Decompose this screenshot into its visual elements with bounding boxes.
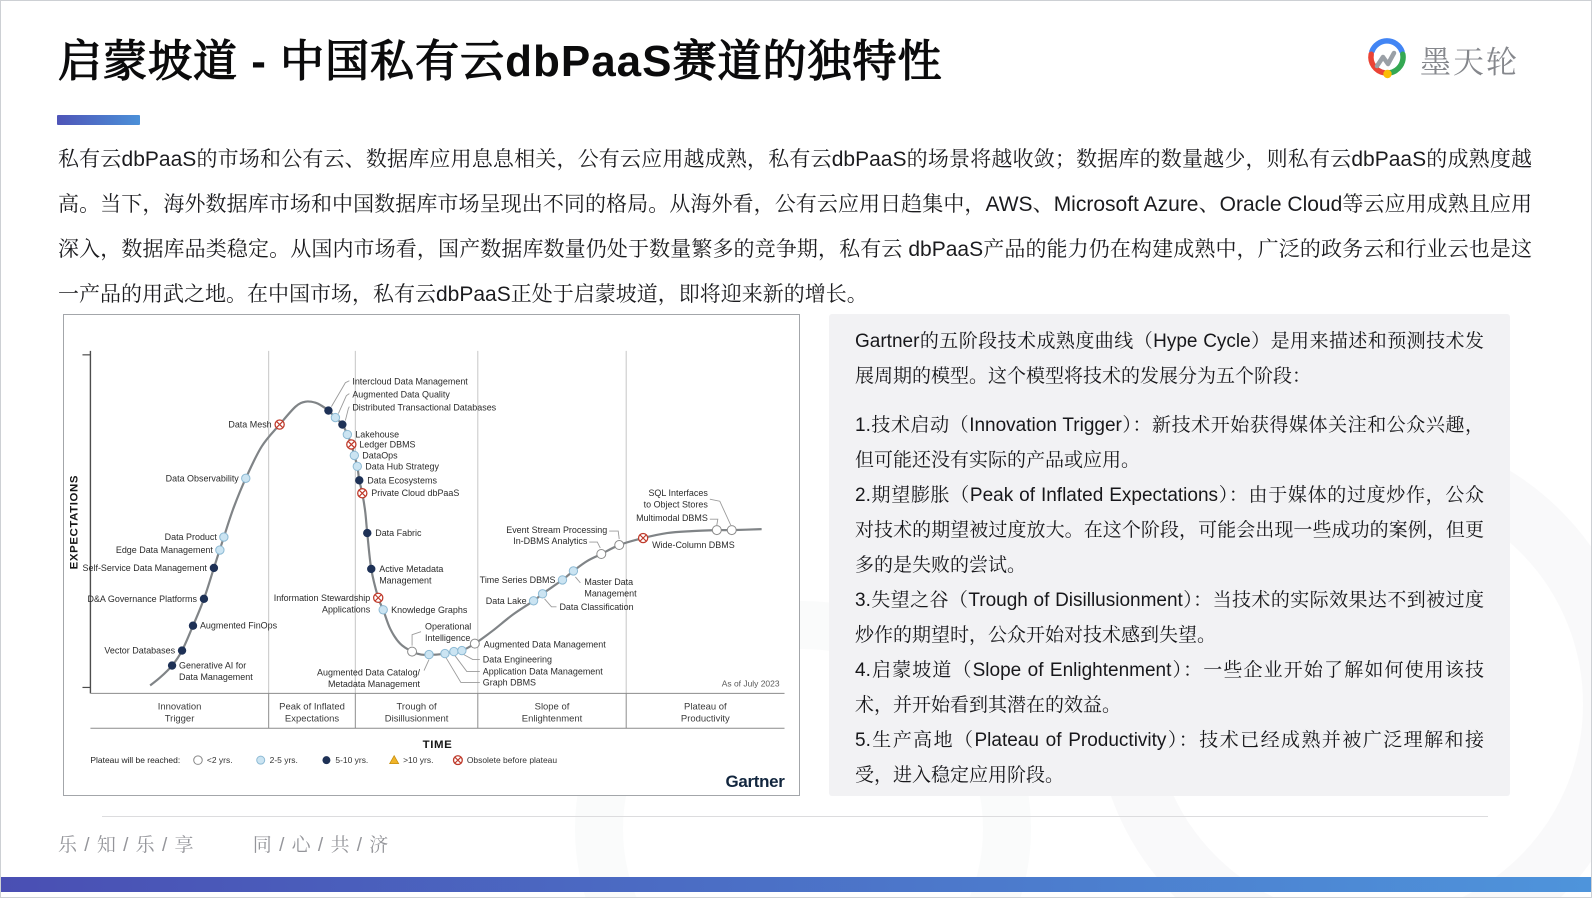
phase-label: Enlightenment <box>521 713 583 725</box>
point-edge-data-management <box>116 545 224 555</box>
phase-label: Plateau of <box>684 701 727 713</box>
leader-line <box>345 407 349 421</box>
point-active-metadata <box>367 564 443 585</box>
point-label: Management <box>379 575 432 586</box>
point-label: Multimodal DBMS <box>636 513 708 524</box>
marker-5-10yrs <box>322 756 330 764</box>
point-knowledge-graphs <box>379 605 468 615</box>
point-data-product <box>165 532 228 542</box>
point-label: Data Fabric <box>375 528 422 539</box>
marker-lt2yrs <box>615 541 624 550</box>
point-data-observability <box>166 473 250 483</box>
marker-2-5yrs <box>353 462 361 470</box>
point-label: Augmented FinOps <box>199 620 278 631</box>
point-label: Knowledge Graphs <box>391 604 468 615</box>
as-of-date: As of July 2023 <box>721 678 780 689</box>
point-label: Data Ecosystems <box>367 475 437 486</box>
legend-item-label: >10 yrs. <box>403 755 434 766</box>
marker-5-10yrs <box>363 529 371 537</box>
point-data-ecosystems <box>355 475 437 485</box>
brand-logo <box>1363 35 1519 83</box>
point-label: SQL Interfaces <box>648 488 708 499</box>
marker-lt2yrs <box>712 526 721 535</box>
marker-2-5yrs <box>331 413 339 421</box>
point-label: Master Data <box>584 576 634 587</box>
point-ledger-dbms <box>347 439 416 449</box>
marker-2-5yrs <box>569 567 577 575</box>
page-title: 启蒙坡道 - 中国私有云dbPaaS赛道的独特性 <box>58 37 943 86</box>
point-label: Time Series DBMS <box>479 574 556 585</box>
hype-stage-paragraph: 4.启蒙坡道（Slope of Enlightenment）：一些企业开始了解如何使用该技术，并开始看到其潜在的效益。 <box>855 660 1484 716</box>
footer-slogan-right: 同 / 心 / 共 / 济 <box>252 835 390 856</box>
point-label: Graph DBMS <box>482 677 537 688</box>
point-label: Distributed Transactional Databases <box>352 402 497 413</box>
intro-paragraph: 私有云dbPaaS的市场和公有云、数据库应用息息相关，公有云应用越成熟，私有云dbPaaS的场景将越收敛；数据库的数量越少，则私有云dbPaaS的成熟度越高。当下，海外数据库市场和中国数据库市场呈现出不同的格局。从海外看，公有云应用日趋集中，AWS、Microsoft Azure、Oracle Cloud等云应用成熟且应用深入，数据库品类稳定。从国内市场看，国产数据库数量仍处于数量繁多的竞争期，私有云 dbPaaS产品的能力仍在构建成熟中，广泛的政务云和行业云也是这一产品的用武之地。在中国市场，私有云dbPaaS正处于启蒙坡道，即将迎来新的增长。 <box>58 148 1532 306</box>
leader-line <box>331 381 349 407</box>
marker-5-10yrs <box>324 406 332 414</box>
point-augmented-data-management <box>470 639 606 649</box>
footer-divider <box>102 816 1488 817</box>
legend-item-label: <2 yrs. <box>206 755 233 766</box>
point-label: Wide-Column DBMS <box>652 540 735 551</box>
x-axis-label: TIME <box>422 739 453 752</box>
leader-line <box>710 519 718 525</box>
leader-line <box>710 499 731 525</box>
point-label: Vector Databases <box>104 645 176 656</box>
point-generative-ai-for <box>168 661 253 682</box>
leader-line <box>455 656 480 672</box>
point-master-data <box>569 567 637 599</box>
marker-2-5yrs <box>450 647 458 655</box>
point-private-cloud-dbpaas <box>358 488 460 498</box>
marker-2-5yrs <box>216 546 224 554</box>
point-label: Data Product <box>164 532 217 543</box>
point-label: Data Engineering <box>482 654 552 665</box>
point-self-service-data-management <box>83 563 219 573</box>
marker-2-5yrs <box>558 576 566 584</box>
y-axis-label: EXPECTATIONS <box>68 474 81 570</box>
point-label: Active Metadata <box>379 563 444 574</box>
leader-line <box>575 577 580 583</box>
point-label: Event Stream Processing <box>506 525 608 536</box>
point-label: Lakehouse <box>355 429 400 440</box>
bottom-gradient-bar <box>1 877 1591 892</box>
point-vector-databases <box>104 646 186 656</box>
point-augmented-data-catalog <box>317 650 433 689</box>
phase-label: Innovation <box>157 701 202 713</box>
brand-logo-icon <box>1363 35 1411 83</box>
point-label: Augmented Data Management <box>483 639 606 650</box>
phase-label: Slope of <box>534 701 570 713</box>
point-label: D&A Governance Platforms <box>87 593 197 604</box>
hype-stage-paragraph: 2.期望膨胀（Peak of Inflated Expectations）：由于媒体的过度炒作，公众对技术的期望被过度放大。在这个阶段，可能会出现一些成功的案例，但更多的是失败的尝试。 <box>855 485 1484 576</box>
legend-prefix: Plateau will be reached: <box>90 755 181 766</box>
point-label: Ledger DBMS <box>359 439 416 450</box>
point-label: Intelligence <box>425 633 471 644</box>
legend-item-label: 5-10 yrs. <box>335 755 369 766</box>
marker-5-10yrs <box>168 661 176 669</box>
point-label: Management <box>584 588 637 599</box>
chart-points <box>83 377 737 689</box>
point-information-stewardship <box>274 593 383 614</box>
marker-2-5yrs <box>350 451 358 459</box>
marker-2-5yrs <box>529 597 537 605</box>
point-label: Applications <box>321 604 371 615</box>
marker-5-10yrs <box>210 564 218 572</box>
marker-5-10yrs <box>367 565 375 573</box>
point-in-dbms-analytics <box>513 536 606 558</box>
point-label: Augmented Data Quality <box>352 389 450 400</box>
marker-5-10yrs <box>338 420 346 428</box>
point-label: Data Lake <box>485 595 527 606</box>
point-label: Data Management <box>179 671 253 682</box>
legend-item-label: 2-5 yrs. <box>269 755 298 766</box>
point-label: Information Stewardship <box>273 592 371 603</box>
chart-legend <box>90 755 557 765</box>
marker-5-10yrs <box>178 646 186 654</box>
marker-lt2yrs <box>727 526 736 535</box>
leader-line <box>424 660 429 671</box>
point-label: Edge Data Management <box>115 545 213 556</box>
hype-stage-paragraph: 3.失望之谷（Trough of Disillusionment）：当技术的实际效果达不到被过度炒作的期望时，公众开始对技术感到失望。 <box>855 590 1484 646</box>
point-d-a-governance-platforms <box>87 594 208 604</box>
marker-5-10yrs <box>355 476 363 484</box>
point-label: Self-Service Data Management <box>82 562 207 573</box>
marker-lt2yrs <box>597 550 606 559</box>
marker-lt2yrs <box>470 639 479 648</box>
point-label: Operational <box>425 621 472 632</box>
title-accent-bar <box>57 115 140 125</box>
leader-line <box>589 542 600 548</box>
point-augmented-finops <box>189 621 278 631</box>
point-lakehouse <box>343 429 399 439</box>
point-label: Private Cloud dbPaaS <box>371 488 460 499</box>
marker-2-5yrs <box>343 430 351 438</box>
point-label: Intercloud Data Management <box>352 376 468 387</box>
point-label: Augmented Data Catalog/ <box>317 667 421 678</box>
point-label: Data Hub Strategy <box>365 461 439 472</box>
hype-stage-paragraph: 5.生产高地（Plateau of Productivity）：技术已经成熟并被广泛理解和接受，进入稳定应用阶段。 <box>855 730 1484 786</box>
marker-lt2yrs <box>194 756 203 765</box>
marker-2-5yrs <box>242 474 250 482</box>
point-dataops <box>350 450 398 460</box>
marker-2-5yrs <box>379 606 387 614</box>
marker-2-5yrs <box>257 756 265 764</box>
marker-gt10yrs <box>390 756 399 764</box>
marker-lt2yrs <box>408 647 417 656</box>
point-data-hub-strategy <box>353 461 439 471</box>
phase-label: Trough of <box>396 701 437 713</box>
marker-2-5yrs <box>220 533 228 541</box>
footer-slogan-left: 乐 / 知 / 乐 / 享 <box>58 835 195 856</box>
phase-label: Productivity <box>680 713 730 725</box>
point-label: Application Data Management <box>482 666 603 677</box>
point-data-mesh <box>228 420 284 430</box>
point-distributed-transactional-databases <box>338 403 496 429</box>
legend-item-label: Obsolete before plateau <box>466 755 558 766</box>
marker-2-5yrs <box>458 646 466 654</box>
footer-slogans <box>58 830 389 857</box>
leader-line <box>545 599 557 607</box>
point-label: Data Classification <box>559 601 634 612</box>
point-label: In-DBMS Analytics <box>513 536 588 547</box>
point-time-series-dbms <box>480 575 567 585</box>
point-label: to Object Stores <box>643 499 708 510</box>
point-label: Metadata Management <box>327 678 421 689</box>
point-data-fabric <box>363 528 422 538</box>
point-label: Data Mesh <box>228 419 272 430</box>
hype-cycle-chart <box>64 315 799 795</box>
marker-2-5yrs <box>425 650 433 658</box>
phase-label: Disillusionment <box>384 713 449 725</box>
marker-2-5yrs <box>538 590 546 598</box>
point-label: DataOps <box>362 450 398 461</box>
gartner-wordmark: Gartner <box>725 772 785 792</box>
point-sql-interfaces <box>644 488 737 534</box>
phase-label: Trigger <box>164 713 195 725</box>
hype-stage-paragraph: Gartner的五阶段技术成熟度曲线（Hype Cycle）是用来描述和预测技术发展周期的模型。这个模型将技术的发展分为五个阶段： <box>855 331 1484 387</box>
phase-label: Expectations <box>284 713 340 725</box>
marker-5-10yrs <box>200 595 208 603</box>
brand-logo-text: 墨天轮 <box>1420 44 1519 80</box>
leader-line <box>412 632 421 646</box>
marker-5-10yrs <box>189 622 197 630</box>
point-label: Data Observability <box>165 473 239 484</box>
hype-cycle-description-panel <box>829 314 1510 796</box>
marker-2-5yrs <box>441 649 449 657</box>
point-label: Generative AI for <box>179 660 247 671</box>
hype-stage-paragraph: 1.技术启动（Innovation Trigger）：新技术开始获得媒体关注和公众兴趣，但可能还没有实际的产品或应用。 <box>855 415 1484 471</box>
leader-line <box>609 531 619 539</box>
phase-label: Peak of Inflated <box>279 701 345 713</box>
hype-cycle-chart-card <box>63 314 800 796</box>
leader-line <box>446 658 480 683</box>
phase-band <box>90 693 784 728</box>
